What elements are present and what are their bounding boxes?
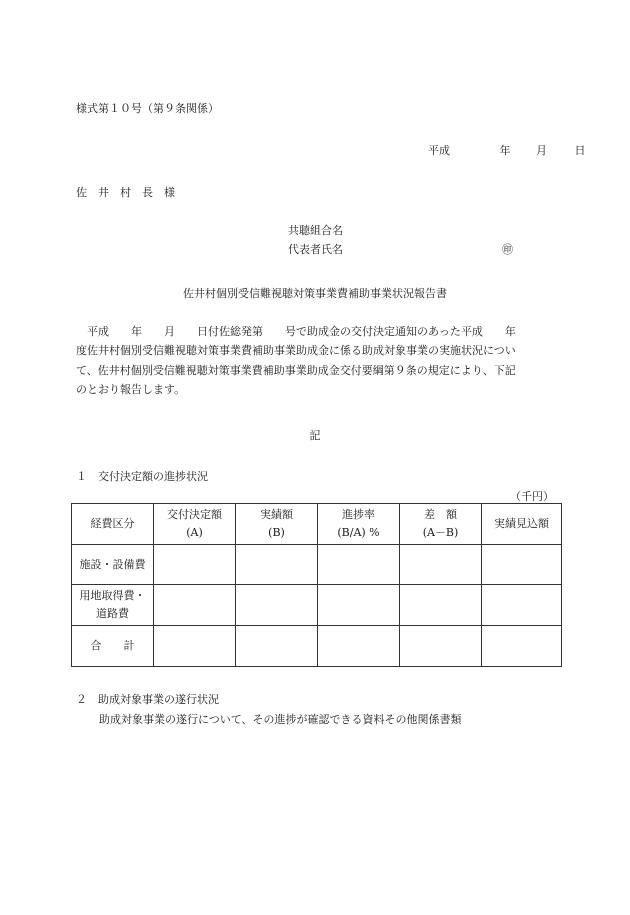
column-header: 実績見込額 — [482, 504, 562, 545]
table-cell[interactable] — [318, 545, 400, 585]
column-header: 交付決定額 (A) — [154, 504, 236, 545]
table-cell[interactable] — [318, 626, 400, 667]
ki-heading: 記 — [309, 429, 321, 442]
body-line: のとおり報告します。 — [76, 382, 186, 396]
body-line: 度佐井村個別受信難視聴対策事業費補助事業助成金に係る助成対象事業の実施状況につい — [76, 344, 516, 358]
table-cell[interactable] — [236, 585, 318, 626]
table-cell[interactable] — [400, 585, 482, 626]
form-number: 様式第１０号（第９条関係） — [76, 102, 219, 115]
body-line: 平成 年 月 日付佐総発第 号で助成金の交付決定通知のあった平成 年 — [76, 325, 516, 338]
addressee: 佐 井 村 長 様 — [76, 186, 175, 199]
row-label: 用地取得費・ 道路費 — [72, 585, 154, 626]
date-month: 月 — [536, 144, 547, 157]
table-header-row — [72, 504, 562, 545]
column-header: 経費区分 — [72, 504, 154, 545]
seal-mark: ㊞ — [502, 243, 513, 256]
table-cell[interactable] — [400, 626, 482, 667]
column-header: 実績額 (B) — [236, 504, 318, 545]
table-cell[interactable] — [400, 545, 482, 585]
date-era: 平成 — [428, 144, 450, 157]
table-cell[interactable] — [482, 585, 562, 626]
table-cell[interactable] — [236, 545, 318, 585]
section2-description: 助成対象事業の遂行について、その進捗が確認できる資料その他関係書類 — [99, 713, 462, 726]
document-title: 佐井村個別受信難視聴対策事業費補助事業状況報告書 — [183, 287, 447, 300]
section2-heading: ２ 助成対象事業の遂行状況 — [76, 693, 219, 706]
table-row — [72, 545, 562, 585]
union-name-label: 共聴組合名 — [288, 224, 343, 237]
table-cell[interactable] — [482, 626, 562, 667]
table-cell[interactable] — [236, 626, 318, 667]
table-cell[interactable] — [154, 585, 236, 626]
progress-table — [71, 503, 562, 667]
representative-name-label: 代表者氏名 — [288, 243, 343, 256]
date-year: 年 — [499, 144, 511, 157]
section1-heading: １ 交付決定額の進捗状況 — [76, 470, 208, 483]
table-cell[interactable] — [154, 545, 236, 585]
table-row — [72, 585, 562, 626]
table-cell[interactable] — [154, 626, 236, 667]
table-cell[interactable] — [318, 585, 400, 626]
row-label: 合 計 — [72, 626, 154, 667]
date-line — [428, 142, 586, 158]
unit-label: （千円） — [510, 490, 554, 503]
table-cell[interactable] — [482, 545, 562, 585]
table-row — [72, 626, 562, 667]
column-header: 進捗率 (B/A) % — [318, 504, 400, 545]
date-day: 日 — [574, 144, 586, 157]
row-label: 施設・設備費 — [72, 545, 154, 585]
column-header: 差 額 (A－B) — [400, 504, 482, 545]
body-line: て、佐井村個別受信難視聴対策事業費補助事業助成金交付要綱第９条の規定により、下記 — [76, 363, 516, 377]
body-paragraph — [76, 322, 556, 399]
